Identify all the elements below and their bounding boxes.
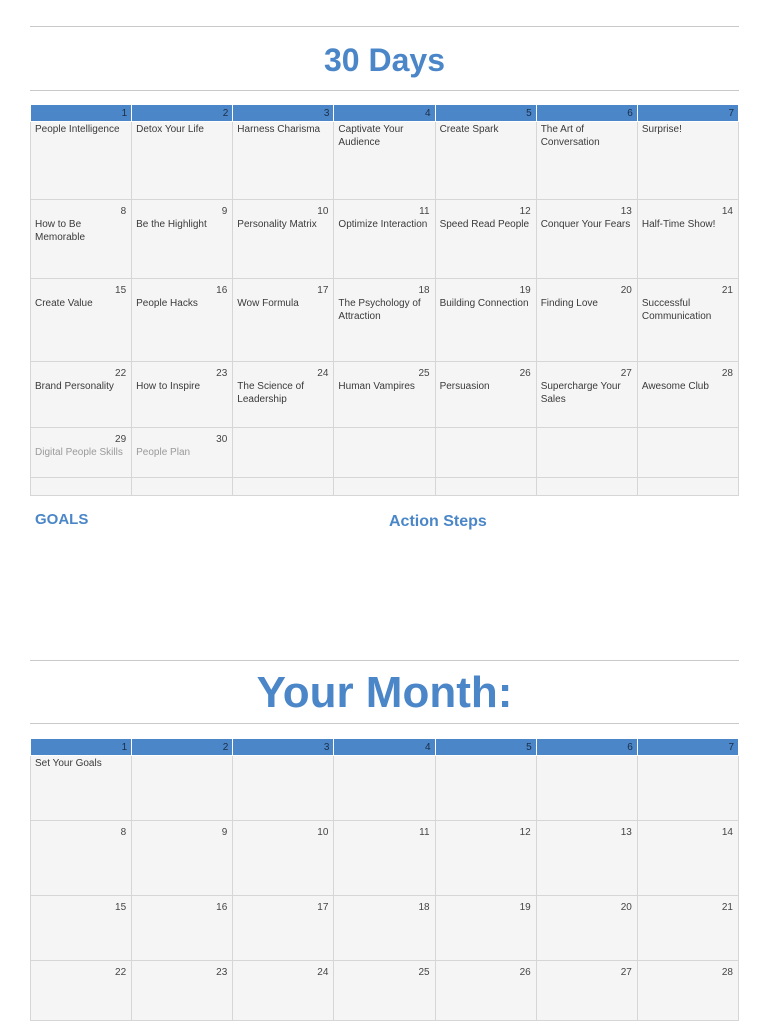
day-number: 10 [317, 206, 329, 217]
day-number: 14 [721, 206, 733, 217]
day-number: 27 [620, 368, 632, 379]
calendar-week-row [31, 122, 739, 200]
calendar-header-row [31, 105, 739, 122]
day-topic: Building Connection [439, 298, 529, 309]
day-topic: Harness Charisma [237, 124, 321, 135]
action-steps-label: Action Steps [389, 513, 487, 530]
day-number: 25 [418, 368, 430, 379]
day-number: 19 [519, 285, 531, 296]
day-cell[interactable] [233, 478, 334, 496]
day-cell[interactable] [334, 122, 435, 200]
day-number: 23 [216, 368, 228, 379]
day-topic: Awesome Club [641, 381, 709, 392]
day-cell[interactable] [435, 279, 536, 362]
day-cell[interactable] [637, 279, 738, 362]
day-cell[interactable] [31, 756, 132, 821]
day-cell[interactable] [233, 821, 334, 896]
day-cell[interactable] [132, 200, 233, 279]
day-number: 26 [519, 368, 531, 379]
day-topic: Finding Love [540, 298, 598, 309]
day-cell[interactable] [233, 961, 334, 1021]
day-number: 8 [120, 206, 127, 217]
day-cell[interactable] [233, 756, 334, 821]
day-cell[interactable] [233, 200, 334, 279]
header-day: 2 [132, 105, 233, 122]
day-number: 28 [721, 967, 733, 978]
day-topic: Persuasion [439, 381, 490, 392]
day-cell[interactable] [334, 961, 435, 1021]
day-number: 20 [620, 285, 632, 296]
day-cell[interactable] [334, 200, 435, 279]
day-cell[interactable] [132, 896, 233, 961]
day-cell[interactable] [637, 821, 738, 896]
day-number: 25 [418, 967, 430, 978]
day-cell[interactable] [435, 756, 536, 821]
day-number: 21 [721, 285, 733, 296]
header-day: 1 [31, 105, 132, 122]
day-cell[interactable] [233, 896, 334, 961]
day-number: 10 [317, 827, 329, 838]
day-number: 27 [620, 967, 632, 978]
calendar-your-month [30, 738, 739, 1021]
divider-your-month-top [30, 660, 739, 661]
header-day: 6 [536, 739, 637, 756]
header-day: 5 [435, 105, 536, 122]
day-cell[interactable] [536, 961, 637, 1021]
day-number: 23 [216, 967, 228, 978]
day-cell[interactable] [31, 428, 132, 478]
header-day: 7 [637, 105, 738, 122]
day-cell[interactable] [132, 428, 233, 478]
day-cell[interactable] [233, 122, 334, 200]
day-number: 29 [115, 434, 127, 445]
day-cell[interactable] [637, 362, 738, 428]
calendar-week-row [31, 428, 739, 478]
day-number: 16 [216, 902, 228, 913]
day-number: 15 [115, 285, 127, 296]
day-cell[interactable] [435, 961, 536, 1021]
calendar-week-row [31, 756, 739, 821]
day-topic: Wow Formula [237, 298, 299, 309]
calendar-week-row [31, 362, 739, 428]
day-topic: Supercharge Your Sales [540, 381, 621, 405]
day-topic: People Plan [136, 447, 191, 458]
day-cell[interactable] [637, 896, 738, 961]
day-number: 26 [519, 967, 531, 978]
day-cell[interactable] [536, 200, 637, 279]
day-cell[interactable] [233, 362, 334, 428]
day-topic: Half-Time Show! [641, 219, 716, 230]
day-number: 12 [519, 827, 531, 838]
header-day: 7 [637, 739, 738, 756]
day-cell[interactable] [334, 821, 435, 896]
day-cell[interactable] [132, 821, 233, 896]
day-cell[interactable] [132, 478, 233, 496]
day-cell[interactable] [31, 478, 132, 496]
day-cell[interactable] [536, 478, 637, 496]
day-cell[interactable] [435, 821, 536, 896]
day-cell[interactable] [637, 756, 738, 821]
day-cell[interactable] [637, 478, 738, 496]
page-title-your-month: Your Month: [256, 668, 513, 717]
day-number: 16 [216, 285, 228, 296]
day-number: 9 [221, 827, 228, 838]
day-topic: Digital People Skills [35, 447, 123, 458]
day-cell[interactable] [31, 362, 132, 428]
day-number: 24 [317, 368, 329, 379]
day-topic: How to Inspire [136, 381, 201, 392]
day-cell[interactable] [334, 756, 435, 821]
day-topic: Human Vampires [338, 381, 415, 392]
day-cell[interactable] [435, 200, 536, 279]
day-topic: Create Spark [439, 124, 499, 135]
day-number: 20 [620, 902, 632, 913]
day-number: 12 [519, 206, 531, 217]
day-topic: Conquer Your Fears [540, 219, 631, 230]
day-topic: Create Value [35, 298, 93, 309]
day-cell[interactable] [132, 756, 233, 821]
day-cell[interactable] [435, 122, 536, 200]
day-cell[interactable] [536, 362, 637, 428]
day-topic: How to Be Memorable [35, 219, 86, 243]
day-number: 11 [419, 206, 430, 217]
day-cell[interactable] [233, 428, 334, 478]
day-topic: People Intelligence [35, 124, 120, 135]
calendar-week-row [31, 961, 739, 1021]
day-cell[interactable] [31, 279, 132, 362]
day-topic: The Science of Leadership [237, 381, 304, 405]
calendar-30-days [30, 104, 739, 496]
day-cell[interactable] [334, 896, 435, 961]
day-number: 11 [419, 827, 430, 838]
day-topic: People Hacks [136, 298, 198, 309]
day-number: 8 [120, 827, 127, 838]
day-number: 22 [115, 368, 127, 379]
calendar-week-row [31, 200, 739, 279]
header-day: 6 [536, 105, 637, 122]
day-cell[interactable] [31, 122, 132, 200]
day-cell[interactable] [31, 200, 132, 279]
day-number: 17 [317, 285, 329, 296]
day-cell[interactable] [233, 279, 334, 362]
day-topic: The Psychology of Attraction [338, 298, 421, 322]
day-topic: Brand Personality [35, 381, 114, 392]
divider-your-month-bottom [30, 723, 739, 724]
calendar-week-row [31, 478, 739, 496]
page-title-30-days: 30 Days [324, 42, 445, 78]
day-cell[interactable] [132, 961, 233, 1021]
header-day: 1 [31, 739, 132, 756]
day-cell[interactable] [334, 279, 435, 362]
day-number: 13 [620, 206, 632, 217]
day-cell[interactable] [637, 961, 738, 1021]
day-cell[interactable] [31, 961, 132, 1021]
header-day: 3 [233, 739, 334, 756]
day-number: 18 [418, 285, 430, 296]
calendar-header-row [31, 739, 739, 756]
header-day: 4 [334, 739, 435, 756]
goals-label: GOALS [35, 511, 89, 528]
calendar-week-row [31, 896, 739, 961]
day-cell[interactable] [132, 122, 233, 200]
day-cell[interactable] [536, 756, 637, 821]
day-topic: Speed Read People [439, 219, 530, 230]
day-topic: Personality Matrix [237, 219, 317, 230]
day-topic: Surprise! [641, 124, 682, 135]
day-number: 17 [317, 902, 329, 913]
day-topic: Be the Highlight [136, 219, 207, 230]
day-number: 21 [721, 902, 733, 913]
day-number: 19 [519, 902, 531, 913]
day-cell[interactable] [536, 122, 637, 200]
day-topic: Optimize Interaction [338, 219, 428, 230]
day-cell[interactable] [435, 478, 536, 496]
day-number: 9 [221, 206, 228, 217]
header-day: 4 [334, 105, 435, 122]
day-cell[interactable] [31, 896, 132, 961]
day-cell[interactable] [334, 428, 435, 478]
day-cell[interactable] [637, 428, 738, 478]
day-topic: Successful Communication [641, 298, 712, 322]
header-day: 2 [132, 739, 233, 756]
day-cell[interactable] [132, 362, 233, 428]
day-topic: Detox Your Life [136, 124, 204, 135]
day-topic: Captivate Your Audience [338, 124, 404, 148]
day-cell[interactable] [435, 896, 536, 961]
day-cell[interactable] [334, 478, 435, 496]
day-cell[interactable] [334, 362, 435, 428]
day-cell[interactable] [31, 821, 132, 896]
day-number: 22 [115, 967, 127, 978]
header-day: 3 [233, 105, 334, 122]
day-number: 30 [216, 434, 228, 445]
day-number: 24 [317, 967, 329, 978]
day-topic: The Art of Conversation [540, 124, 600, 148]
day-cell[interactable] [132, 279, 233, 362]
day-topic: Set Your Goals [35, 758, 102, 769]
day-cell[interactable] [536, 821, 637, 896]
calendar-week-row [31, 279, 739, 362]
day-number: 18 [418, 902, 430, 913]
day-cell[interactable] [536, 896, 637, 961]
day-number: 13 [620, 827, 632, 838]
day-cell[interactable] [637, 200, 738, 279]
day-number: 15 [115, 902, 127, 913]
day-number: 28 [721, 368, 733, 379]
day-cell[interactable] [536, 279, 637, 362]
divider-top [30, 26, 739, 27]
day-cell[interactable] [637, 122, 738, 200]
day-cell[interactable] [435, 428, 536, 478]
header-day: 5 [435, 739, 536, 756]
day-cell[interactable] [536, 428, 637, 478]
day-number: 14 [721, 827, 733, 838]
calendar-week-row [31, 821, 739, 896]
day-cell[interactable] [435, 362, 536, 428]
divider-under-title [30, 90, 739, 91]
